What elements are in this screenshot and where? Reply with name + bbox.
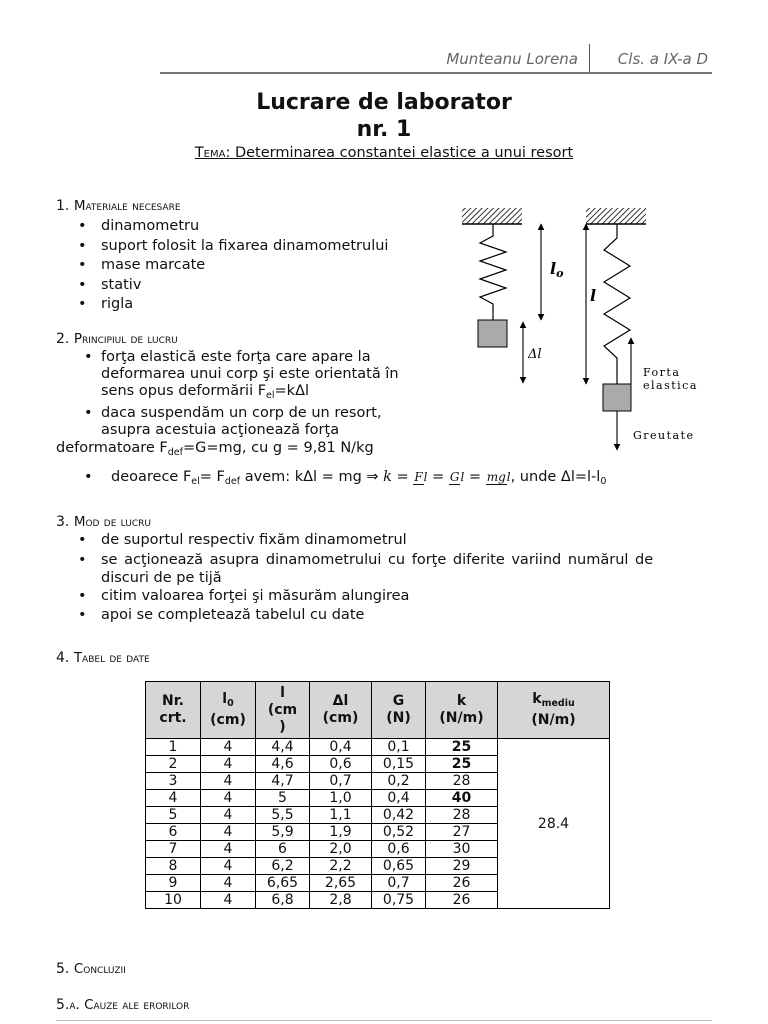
- cell-l: 4,4: [256, 739, 310, 756]
- header-text: k: [456, 693, 467, 709]
- text-line: daca suspendăm un corp de un resort,: [101, 405, 382, 421]
- section-name: Materiale necesare: [73, 198, 181, 214]
- header-text: Nr.: [162, 693, 184, 709]
- cell-nr: 10: [146, 892, 201, 909]
- table-row: [146, 739, 610, 756]
- mass-left: [478, 320, 507, 347]
- cell-g: 0,2: [372, 773, 426, 790]
- table-header-row: [146, 682, 610, 739]
- text: , unde Δl=l-l: [510, 469, 601, 485]
- section-number: 5.: [56, 997, 70, 1013]
- header-text: G: [392, 693, 405, 709]
- text: discuri de pe tijă: [101, 569, 222, 586]
- text: = F: [199, 469, 225, 485]
- text: =kΔl: [274, 383, 310, 399]
- materials-list: [76, 217, 388, 315]
- cell-k: 27: [426, 824, 498, 841]
- cell-nr: 5: [146, 807, 201, 824]
- fraction-f-over-l: [413, 471, 427, 483]
- data-table: [145, 681, 610, 909]
- method-list: [76, 531, 716, 626]
- subscript: el: [191, 476, 200, 487]
- subscript: 0: [227, 698, 234, 709]
- section-2-heading: [56, 331, 178, 347]
- subscript: el: [266, 390, 275, 401]
- list-item: • dinamometru: [76, 217, 388, 237]
- header-dl: [310, 682, 372, 739]
- header-g: [372, 682, 426, 739]
- text: se acţionează asupra dinamometrului cu forţe diferite variind numărul de: [101, 551, 654, 568]
- header-text: (cm): [210, 712, 246, 728]
- numerator: G: [449, 470, 460, 484]
- cell-k: 28: [426, 807, 498, 824]
- header-text: (N): [386, 710, 411, 726]
- document-title: Lucrare de laborator: [256, 90, 512, 115]
- cell-kmediu: 28.4: [498, 739, 610, 909]
- label-l0-sub: o: [556, 267, 564, 280]
- mass-right: [603, 384, 631, 411]
- cell-l0: 4: [201, 824, 256, 841]
- header-text: crt.: [159, 710, 187, 726]
- cell-g: 0,4: [372, 790, 426, 807]
- cell-nr: 1: [146, 739, 201, 756]
- header-text: [201, 691, 255, 712]
- section-number: 2.: [56, 331, 74, 347]
- denominator: l: [460, 470, 465, 484]
- ceiling-hatch-right: [586, 208, 646, 224]
- header-l: [256, 682, 310, 739]
- principle-formula: • deoarece $F_{el}= F_{def}$ avem: kΔl = mg ⇒ k = Fl = Gl = mgl, unde $\Delta l=l-l_0$: [84, 469, 607, 487]
- principle-deform-force: [56, 440, 374, 461]
- header-kmediu: [498, 682, 610, 739]
- text-line: forţa elastică este forţa care apare la: [101, 349, 371, 365]
- cell-l0: 4: [201, 807, 256, 824]
- denominator: l: [506, 470, 511, 484]
- list-item: • de suportul respectiv fixăm dinamometrul: [76, 531, 716, 551]
- header-text: l: [280, 684, 285, 701]
- numerator: F: [414, 470, 423, 484]
- list-item: • rigla: [76, 295, 388, 315]
- cell-k: 28: [426, 773, 498, 790]
- section-number: 4.: [56, 650, 74, 666]
- document-number: nr. 1: [356, 117, 412, 142]
- cell-nr: 4: [146, 790, 201, 807]
- principle-suspend: [101, 405, 382, 439]
- subscript: mediu: [541, 698, 575, 709]
- cell-l0: 4: [201, 739, 256, 756]
- section-number: 1.: [56, 198, 74, 214]
- numerator: mg: [486, 470, 506, 484]
- cell-k: 25: [426, 756, 498, 773]
- cell-g: 0,65: [372, 858, 426, 875]
- cell-g: 0,7: [372, 875, 426, 892]
- table-body: [146, 739, 610, 909]
- text-line: deformarea unui corp şi este orientată în: [101, 366, 399, 382]
- header-text: (cm: [267, 701, 298, 718]
- cell-dl: 1,0: [310, 790, 372, 807]
- cell-nr: 3: [146, 773, 201, 790]
- cell-dl: 1,9: [310, 824, 372, 841]
- cell-l: 6,2: [256, 858, 310, 875]
- text: l: [222, 691, 228, 707]
- header-separator: [589, 44, 590, 72]
- formula-k: k: [383, 469, 392, 485]
- cell-l: 6: [256, 841, 310, 858]
- principle-elastic-force: [101, 349, 399, 404]
- document-theme: [0, 145, 768, 161]
- theme-text: Determinarea constantei elastice a unui resort: [230, 145, 574, 161]
- text: k: [532, 691, 542, 707]
- cell-g: 0,6: [372, 841, 426, 858]
- label-greutate: Greutate: [633, 429, 695, 442]
- cell-l: 4,7: [256, 773, 310, 790]
- cell-dl: 2,8: [310, 892, 372, 909]
- cell-k: 25: [426, 739, 498, 756]
- spring-right: [604, 224, 630, 384]
- cell-g: 0,42: [372, 807, 426, 824]
- cell-k: 30: [426, 841, 498, 858]
- cell-nr: 7: [146, 841, 201, 858]
- spring-diagram: [450, 200, 720, 460]
- label-l0: l: [550, 259, 557, 278]
- cell-l0: 4: [201, 875, 256, 892]
- section-number: 3.: [56, 514, 74, 530]
- cell-k: 29: [426, 858, 498, 875]
- label-forta: Forta: [643, 366, 681, 379]
- section-name: Tabel de date: [73, 650, 150, 666]
- header-text: Δl: [332, 693, 349, 709]
- page-header: [160, 44, 712, 74]
- cell-l: 5,9: [256, 824, 310, 841]
- spring-left: [480, 224, 506, 320]
- cell-g: 0,75: [372, 892, 426, 909]
- class-name: Cls. a IX-a D: [617, 50, 708, 68]
- text: sens opus deformării F: [101, 383, 267, 399]
- text: deformatoare F: [56, 440, 168, 456]
- cell-l0: 4: [201, 756, 256, 773]
- list-item: [76, 551, 716, 587]
- cell-dl: 2,0: [310, 841, 372, 858]
- cell-l: 6,65: [256, 875, 310, 892]
- cell-dl: 1,1: [310, 807, 372, 824]
- header-text: [498, 691, 609, 712]
- cell-g: 0,52: [372, 824, 426, 841]
- section-5a-heading: [56, 997, 189, 1013]
- header-text: (N/m): [531, 712, 576, 728]
- footer-divider: [56, 1020, 712, 1021]
- cell-nr: 2: [146, 756, 201, 773]
- subscript: 0: [600, 476, 607, 487]
- section-name: a. Cauze ale erorilor: [69, 997, 190, 1013]
- label-l: l: [590, 286, 597, 305]
- section-name: Concluzii: [73, 961, 126, 977]
- section-name: Mod de lucru: [73, 514, 151, 530]
- cell-l0: 4: [201, 892, 256, 909]
- cell-l: 6,8: [256, 892, 310, 909]
- section-number: 5.: [56, 961, 74, 977]
- cell-dl: 0,7: [310, 773, 372, 790]
- bullet-dot: •: [84, 405, 93, 421]
- cell-l: 5,5: [256, 807, 310, 824]
- section-name: Principiul de lucru: [73, 331, 178, 347]
- cell-g: 0,15: [372, 756, 426, 773]
- text-line: asupra acestuia acţionează forţa: [101, 422, 340, 438]
- text-line: [101, 383, 399, 404]
- text: =G=mg, cu g = 9,81 N/kg: [183, 440, 374, 456]
- section-5-heading: [56, 961, 126, 977]
- header-text: (cm): [322, 710, 359, 726]
- subscript: def: [224, 476, 241, 487]
- cell-dl: 2,2: [310, 858, 372, 875]
- cell-l0: 4: [201, 773, 256, 790]
- cell-l: 4,6: [256, 756, 310, 773]
- list-item: • mase marcate: [76, 256, 388, 276]
- author-name: Munteanu Lorena: [446, 50, 578, 68]
- cell-l0: 4: [201, 841, 256, 858]
- cell-dl: 0,6: [310, 756, 372, 773]
- cell-k: 40: [426, 790, 498, 807]
- subscript: def: [167, 447, 184, 458]
- header-text: ): [279, 718, 286, 735]
- cell-dl: 2,65: [310, 875, 372, 892]
- text: deoarece F: [111, 469, 192, 485]
- cell-l0: 4: [201, 858, 256, 875]
- cell-l: 5: [256, 790, 310, 807]
- cell-g: 0,1: [372, 739, 426, 756]
- denominator: l: [423, 470, 428, 484]
- header-k: [426, 682, 498, 739]
- cell-nr: 9: [146, 875, 201, 892]
- label-dl: Δl: [528, 347, 542, 362]
- section-1-heading: [56, 198, 181, 214]
- list-item: • citim valoarea forţei şi măsurăm alungirea: [76, 587, 716, 607]
- cell-l0: 4: [201, 790, 256, 807]
- fraction-mg-over-l: [486, 471, 511, 483]
- section-4-heading: [56, 650, 150, 666]
- cell-k: 26: [426, 875, 498, 892]
- header-text: (N/m): [439, 710, 484, 726]
- ceiling-hatch-left: [462, 208, 522, 224]
- fraction-g-over-l: [449, 471, 464, 483]
- bullet-dot: •: [84, 349, 93, 365]
- section-3-heading: [56, 514, 151, 530]
- text: avem: kΔl = mg ⇒: [240, 469, 384, 485]
- header-nr: [146, 682, 201, 739]
- bullet-dot: •: [84, 469, 93, 485]
- list-item: • suport folosit la fixarea dinamometrului: [76, 237, 388, 257]
- list-item: • stativ: [76, 276, 388, 296]
- cell-dl: 0,4: [310, 739, 372, 756]
- cell-k: 26: [426, 892, 498, 909]
- label-elastica: elastica: [643, 379, 698, 392]
- cell-nr: 6: [146, 824, 201, 841]
- header-l0: [201, 682, 256, 739]
- cell-nr: 8: [146, 858, 201, 875]
- list-item: • apoi se completează tabelul cu date: [76, 606, 716, 626]
- svg-text:lo: [550, 259, 563, 280]
- theme-label: Tema:: [194, 145, 231, 161]
